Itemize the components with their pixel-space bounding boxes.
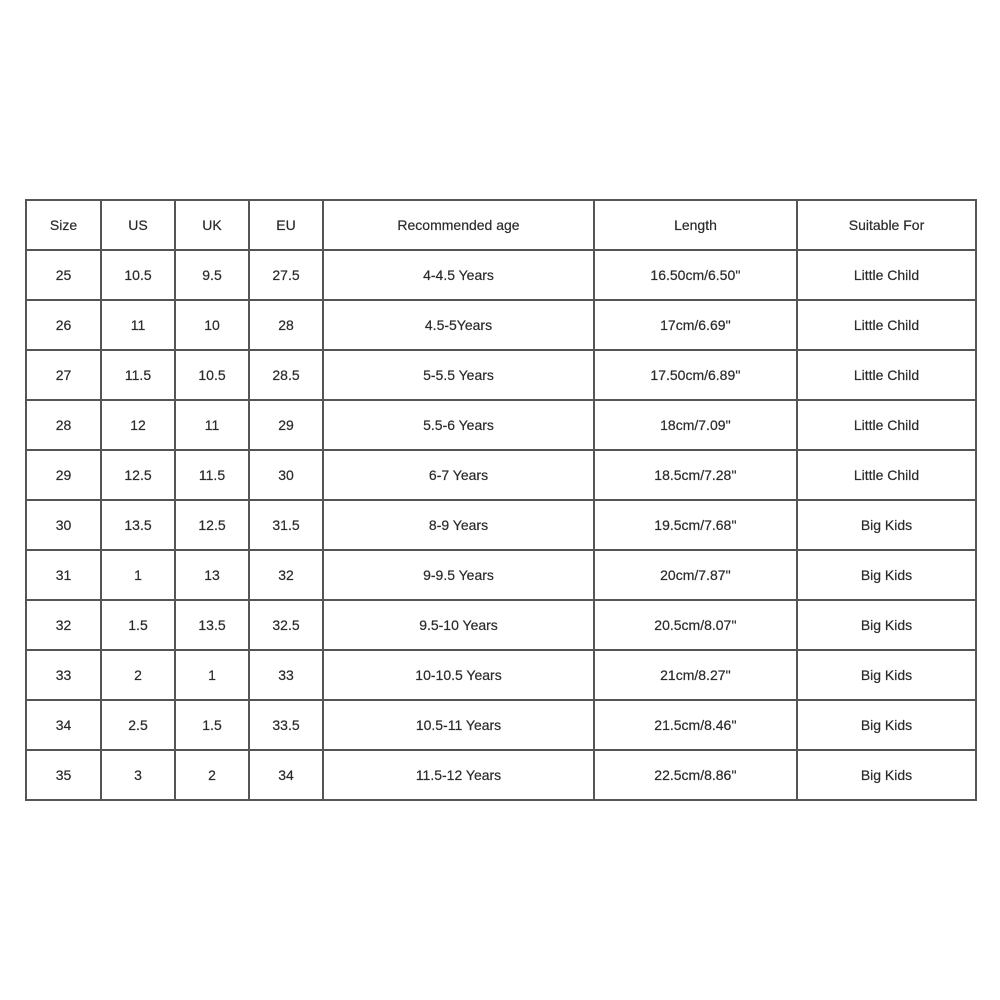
- cell-eu: 34: [249, 750, 323, 800]
- cell-recommended-age: 10-10.5 Years: [323, 650, 594, 700]
- table-row: [26, 450, 976, 500]
- cell-suitable-for: Big Kids: [797, 650, 976, 700]
- table-row: [26, 500, 976, 550]
- cell-suitable-for: Big Kids: [797, 700, 976, 750]
- cell-suitable-for: Big Kids: [797, 600, 976, 650]
- table-row: [26, 700, 976, 750]
- cell-suitable-for: Little Child: [797, 300, 976, 350]
- cell-length: 17.50cm/6.89'': [594, 350, 797, 400]
- cell-recommended-age: 9-9.5 Years: [323, 550, 594, 600]
- cell-size: 32: [26, 600, 101, 650]
- cell-recommended-age: 10.5-11 Years: [323, 700, 594, 750]
- table-row: [26, 600, 976, 650]
- cell-recommended-age: 9.5-10 Years: [323, 600, 594, 650]
- cell-us: 1.5: [101, 600, 175, 650]
- cell-size: 35: [26, 750, 101, 800]
- cell-size: 27: [26, 350, 101, 400]
- header-suitable-for: Suitable For: [797, 200, 976, 250]
- cell-uk: 9.5: [175, 250, 249, 300]
- cell-uk: 10: [175, 300, 249, 350]
- cell-uk: 11.5: [175, 450, 249, 500]
- cell-size: 34: [26, 700, 101, 750]
- cell-recommended-age: 6-7 Years: [323, 450, 594, 500]
- table-row: [26, 650, 976, 700]
- cell-length: 22.5cm/8.86'': [594, 750, 797, 800]
- cell-size: 28: [26, 400, 101, 450]
- cell-us: 3: [101, 750, 175, 800]
- cell-length: 18.5cm/7.28'': [594, 450, 797, 500]
- cell-recommended-age: 11.5-12 Years: [323, 750, 594, 800]
- cell-size: 29: [26, 450, 101, 500]
- cell-length: 20.5cm/8.07'': [594, 600, 797, 650]
- header-uk: UK: [175, 200, 249, 250]
- cell-us: 1: [101, 550, 175, 600]
- cell-eu: 28.5: [249, 350, 323, 400]
- cell-suitable-for: Big Kids: [797, 750, 976, 800]
- cell-suitable-for: Little Child: [797, 400, 976, 450]
- cell-size: 33: [26, 650, 101, 700]
- size-chart-table: [25, 199, 977, 801]
- cell-recommended-age: 4-4.5 Years: [323, 250, 594, 300]
- cell-length: 19.5cm/7.68'': [594, 500, 797, 550]
- header-eu: EU: [249, 200, 323, 250]
- cell-us: 2.5: [101, 700, 175, 750]
- size-chart-body: [26, 250, 976, 800]
- size-chart-header: [26, 200, 976, 250]
- header-row: [26, 200, 976, 250]
- cell-recommended-age: 8-9 Years: [323, 500, 594, 550]
- cell-length: 18cm/7.09'': [594, 400, 797, 450]
- cell-eu: 32: [249, 550, 323, 600]
- cell-uk: 10.5: [175, 350, 249, 400]
- header-length: Length: [594, 200, 797, 250]
- cell-eu: 33: [249, 650, 323, 700]
- cell-length: 21cm/8.27'': [594, 650, 797, 700]
- cell-suitable-for: Big Kids: [797, 500, 976, 550]
- cell-size: 30: [26, 500, 101, 550]
- cell-suitable-for: Little Child: [797, 450, 976, 500]
- cell-uk: 1.5: [175, 700, 249, 750]
- cell-uk: 2: [175, 750, 249, 800]
- table-row: [26, 750, 976, 800]
- cell-length: 21.5cm/8.46'': [594, 700, 797, 750]
- cell-suitable-for: Little Child: [797, 350, 976, 400]
- cell-recommended-age: 5-5.5 Years: [323, 350, 594, 400]
- cell-uk: 1: [175, 650, 249, 700]
- cell-eu: 31.5: [249, 500, 323, 550]
- cell-eu: 27.5: [249, 250, 323, 300]
- cell-length: 16.50cm/6.50'': [594, 250, 797, 300]
- cell-eu: 33.5: [249, 700, 323, 750]
- header-recommended-age: Recommended age: [323, 200, 594, 250]
- cell-eu: 28: [249, 300, 323, 350]
- cell-us: 12.5: [101, 450, 175, 500]
- table-row: [26, 350, 976, 400]
- cell-length: 17cm/6.69'': [594, 300, 797, 350]
- cell-size: 31: [26, 550, 101, 600]
- cell-suitable-for: Little Child: [797, 250, 976, 300]
- cell-size: 25: [26, 250, 101, 300]
- cell-us: 11.5: [101, 350, 175, 400]
- cell-recommended-age: 4.5-5Years: [323, 300, 594, 350]
- cell-uk: 13: [175, 550, 249, 600]
- header-size: Size: [26, 200, 101, 250]
- cell-uk: 12.5: [175, 500, 249, 550]
- cell-uk: 11: [175, 400, 249, 450]
- table-row: [26, 400, 976, 450]
- cell-eu: 32.5: [249, 600, 323, 650]
- cell-eu: 30: [249, 450, 323, 500]
- cell-us: 10.5: [101, 250, 175, 300]
- header-us: US: [101, 200, 175, 250]
- cell-uk: 13.5: [175, 600, 249, 650]
- table-row: [26, 300, 976, 350]
- cell-us: 13.5: [101, 500, 175, 550]
- table-row: [26, 250, 976, 300]
- table-row: [26, 550, 976, 600]
- cell-eu: 29: [249, 400, 323, 450]
- cell-us: 12: [101, 400, 175, 450]
- cell-us: 11: [101, 300, 175, 350]
- cell-length: 20cm/7.87'': [594, 550, 797, 600]
- cell-us: 2: [101, 650, 175, 700]
- cell-size: 26: [26, 300, 101, 350]
- cell-recommended-age: 5.5-6 Years: [323, 400, 594, 450]
- cell-suitable-for: Big Kids: [797, 550, 976, 600]
